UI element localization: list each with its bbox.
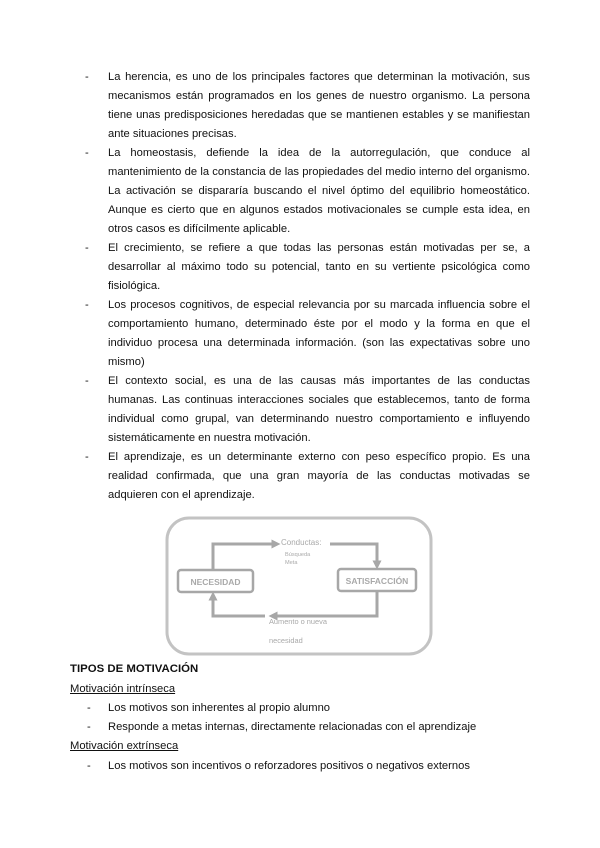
- list-item-text: Los procesos cognitivos, de especial relevancia por su marcada influencia sobre el comportamiento humano, determinado éste por el modo y la forma en que el individuo procesa una determinada información. (son las expectativas sobre uno mismo): [108, 299, 530, 368]
- bullet-dash: -: [85, 299, 89, 311]
- list-item: [85, 296, 530, 372]
- bullet-dash: -: [85, 375, 89, 387]
- list-item-text: La homeostasis, defiende la idea de la autorregulación, que conduce al mantenimiento de la constancia de las propiedades del medio interno del organismo. La activación se dispararía buscando el nivel óptimo del equilibrio homeostático. Aunque es cierto que en algunos estados motivacionales se cumple esta idea, en otros casos es difícilmente aplicable.: [108, 147, 530, 235]
- satisfaccion-label: SATISFACCIÓN: [345, 576, 409, 586]
- necesidad-label: NECESIDAD: [190, 577, 241, 587]
- necesidad-nueva-label: necesidad: [269, 636, 303, 645]
- meta-label: Meta: [285, 560, 298, 566]
- bullet-dash: -: [85, 451, 89, 463]
- list-item: [87, 757, 517, 776]
- section-title: TIPOS DE MOTIVACIÓN: [70, 663, 199, 675]
- bullet-dash: -: [85, 242, 89, 254]
- list-item: [87, 718, 517, 737]
- aumento-label: Aumento o nueva: [269, 617, 327, 626]
- list-item-text: El aprendizaje, es un determinante externo con peso específico propio. Es una realidad confirmada, que una gran mayoría de las conductas motivadas se adquieren con el aprendizaje.: [108, 451, 530, 501]
- bullet-dash: -: [87, 721, 91, 733]
- busqueda-label: Búsqueda: [285, 552, 311, 558]
- list-item: [85, 144, 530, 239]
- list-item-text: Los motivos son incentivos o reforzadores positivos o negativos externos: [108, 760, 470, 772]
- list-item: [85, 372, 530, 448]
- list-item-text: La herencia, es uno de los principales factores que determinan la motivación, sus mecanismos están programados en los genes de nuestro organismo. La persona tiene unas predisposiciones heredadas que se mantienen estables y se manifiestan ante situaciones precisas.: [108, 71, 530, 140]
- bullet-dash: -: [87, 760, 91, 772]
- list-item: [87, 699, 517, 718]
- list-item-text: El crecimiento, se refiere a que todas las personas están motivadas per se, a desarrollar al máximo todo su potencial, tanto en su vertiente psicológica como fisiológica.: [108, 242, 530, 292]
- list-item: [85, 239, 530, 296]
- extrinsic-list: [87, 757, 517, 776]
- motivation-cycle-diagram: [165, 516, 433, 656]
- bullet-dash: -: [85, 147, 89, 159]
- intrinsic-heading: Motivación intrínseca: [70, 683, 176, 695]
- bullet-dash: -: [87, 702, 91, 714]
- list-item-text: Los motivos son inherentes al propio alumno: [108, 702, 331, 714]
- list-item-text: Responde a metas internas, directamente relacionadas con el aprendizaje: [108, 721, 477, 733]
- conductas-label: Conductas:: [281, 538, 322, 547]
- list-item-text: El contexto social, es una de las causas más importantes de las conductas humanas. Las continuas interacciones sociales que establecemos, tanto de forma individual como grupal, van determinando nuestro comportamiento e influyendo sistemáticamente en nuestra motivación.: [108, 375, 530, 444]
- bullet-dash: -: [85, 71, 89, 83]
- intrinsic-list: [87, 699, 517, 737]
- determinants-list: [85, 68, 530, 505]
- list-item: [85, 448, 530, 505]
- list-item: [85, 68, 530, 144]
- extrinsic-heading: Motivación extrínseca: [70, 740, 179, 752]
